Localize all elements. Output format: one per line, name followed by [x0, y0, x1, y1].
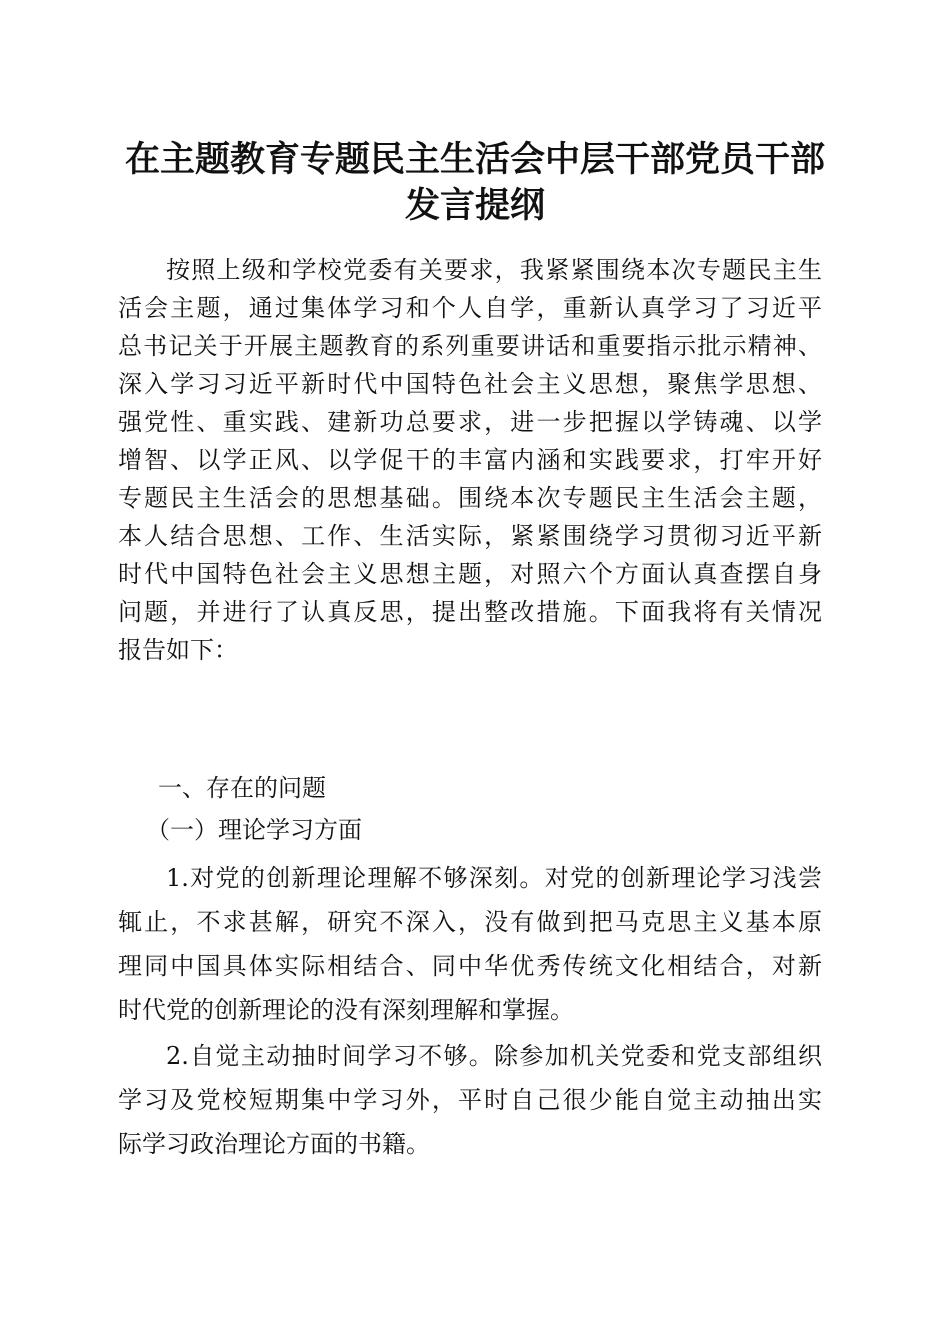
text-line: 总书记关于开展主题教育的系列重要讲话和重要指示批示精神、 [118, 332, 822, 360]
title-line-1: 在主题教育专题民主生活会中层干部党员干部 [124, 139, 825, 180]
text-line: 2.自觉主动抽时间学习不够。除参加机关党委和党支部组织 [166, 1042, 822, 1070]
document-title [100, 137, 850, 229]
text-line: 理同中国具体实际相结合、同中华优秀传统文化相结合，对新 [118, 952, 822, 980]
text-line: 活会主题，通过集体学习和个人自学，重新认真学习了习近平 [118, 294, 822, 322]
text-line: 辄止，不求甚解，研究不深入，没有做到把马克思主义基本原 [118, 908, 822, 936]
text-line: 1.对党的创新理论理解不够深刻。对党的创新理论学习浅尝 [166, 864, 822, 892]
text-line: 专题民主生活会的思想基础。围绕本次专题民主生活会主题， [118, 484, 822, 512]
text-line: 时代中国特色社会主义思想主题，对照六个方面认真查摆自身 [118, 560, 822, 588]
title-line-2: 发言提纲 [404, 185, 545, 226]
text-line: 增智、以学正风、以学促干的丰富内涵和实践要求，打牢开好 [118, 446, 822, 474]
text-line: 际学习政治理论方面的书籍。 [118, 1130, 430, 1158]
item-2-paragraph [118, 1034, 822, 1166]
item-1-paragraph [118, 856, 822, 1032]
text-line: 时代党的创新理论的没有深刻理解和掌握。 [118, 996, 574, 1024]
text-line: 强党性、重实践、建新功总要求，进一步把握以学铸魂、以学 [118, 408, 822, 436]
text-line: 深入学习习近平新时代中国特色社会主义思想，聚焦学思想、 [118, 370, 822, 398]
text-line: 本人结合思想、工作、生活实际，紧紧围绕学习贯彻习近平新 [118, 522, 822, 550]
text-line: 问题，并进行了认真反思，提出整改措施。下面我将有关情况 [118, 598, 822, 626]
text-line: 报告如下： [118, 636, 238, 664]
text-line: 学习及党校短期集中学习外，平时自己很少能自觉主动抽出实 [118, 1086, 822, 1114]
text-line: 按照上级和学校党委有关要求，我紧紧围绕本次专题民主生 [166, 256, 822, 284]
intro-paragraph [118, 251, 822, 669]
subsection-heading: （一）理论学习方面 [146, 816, 362, 844]
section-heading: 一、存在的问题 [158, 774, 326, 802]
